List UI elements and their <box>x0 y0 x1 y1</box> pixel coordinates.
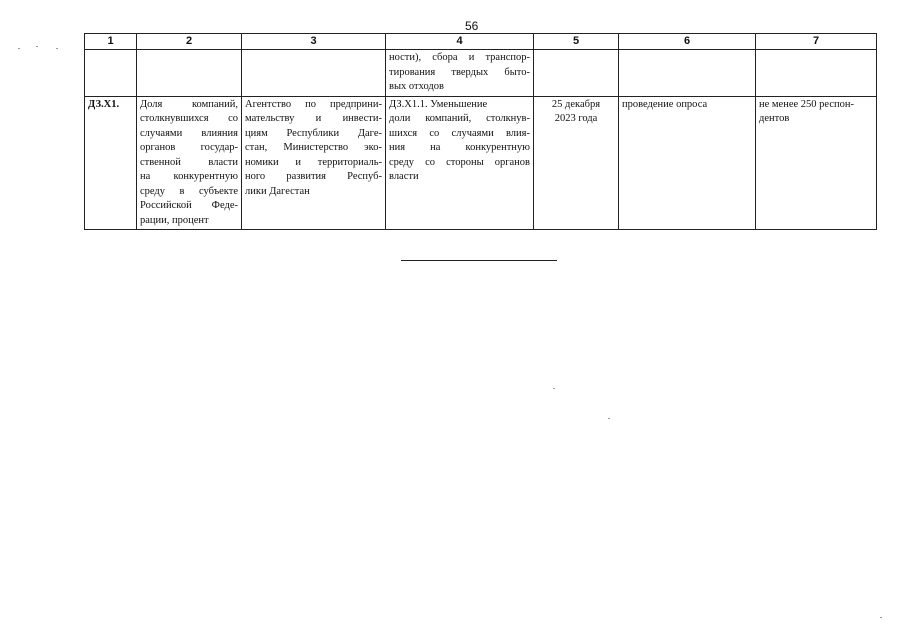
text-line: ния на конкурентную <box>389 142 530 153</box>
scan-speck <box>56 48 58 49</box>
text-line: Доля компаний, <box>140 98 238 110</box>
text-line: столкнувшихся со <box>140 113 238 124</box>
text-line: не менее 250 респон- <box>759 98 854 110</box>
scan-speck <box>608 418 610 419</box>
text-line: власти <box>389 171 419 182</box>
measure-cell <box>386 96 534 230</box>
text-line: органов государ- <box>140 142 238 153</box>
indicators-table <box>84 33 877 230</box>
page-number: 56 <box>465 19 479 33</box>
scan-speck <box>18 48 20 49</box>
end-of-section-rule <box>401 260 557 261</box>
deadline-cell <box>534 96 619 230</box>
table-row <box>85 50 877 97</box>
text-line: на конкурентную <box>140 171 238 182</box>
scan-speck <box>553 388 555 389</box>
target-cell <box>756 96 877 230</box>
text-line: 2023 года <box>554 113 598 124</box>
column-header: 6 <box>619 34 756 50</box>
table-cell <box>619 50 756 97</box>
text-line: ного развития Респуб- <box>245 171 382 182</box>
method-cell: проведение опроса <box>619 96 756 230</box>
column-header: 4 <box>386 34 534 50</box>
table-cell <box>137 50 242 97</box>
text-line: ственной власти <box>140 156 238 168</box>
text-line: ДЗ.X1.1. Уменьшение <box>389 98 488 110</box>
text-line: рации, процент <box>140 214 209 226</box>
text-line: 25 декабря <box>551 98 601 110</box>
text-line: доли компаний, столкнув- <box>389 113 530 124</box>
table-header-row <box>85 34 877 50</box>
table-cell <box>756 50 877 97</box>
text-line: номики и территориаль- <box>245 156 382 168</box>
text-line: тирования твердых быто- <box>389 66 530 78</box>
table-row <box>85 96 877 230</box>
indicator-code-cell: ДЗ.X1. <box>85 96 137 230</box>
table-cell <box>534 50 619 97</box>
text-line: мательству и инвести- <box>245 113 382 124</box>
scan-speck <box>36 46 38 47</box>
responsible-cell <box>242 96 386 230</box>
text-line: среду со стороны органов <box>389 156 530 168</box>
text-line: вых отходов <box>389 81 444 92</box>
scan-speck <box>880 617 882 618</box>
text-line: шихся со случаями влия- <box>389 127 530 139</box>
column-header: 3 <box>242 34 386 50</box>
text-line: Российской Феде- <box>140 200 238 211</box>
text-line: ности), сбора и транспор- <box>389 52 530 63</box>
text-line: дентов <box>759 113 790 124</box>
indicator-name-cell <box>137 96 242 230</box>
text-line: циям Республики Даге- <box>245 127 382 139</box>
measure-continuation-cell <box>386 50 534 97</box>
column-header: 2 <box>137 34 242 50</box>
text-line: Агентство по предприни- <box>245 98 382 110</box>
table-cell <box>242 50 386 97</box>
table-cell <box>85 50 137 97</box>
column-header: 7 <box>756 34 877 50</box>
text-line: среду в субъекте <box>140 185 238 197</box>
text-line: лики Дагестан <box>245 185 310 197</box>
text-line: случаями влияния <box>140 127 238 139</box>
text-line: стан, Министерство эко- <box>245 142 382 153</box>
column-header: 5 <box>534 34 619 50</box>
column-header: 1 <box>85 34 137 50</box>
